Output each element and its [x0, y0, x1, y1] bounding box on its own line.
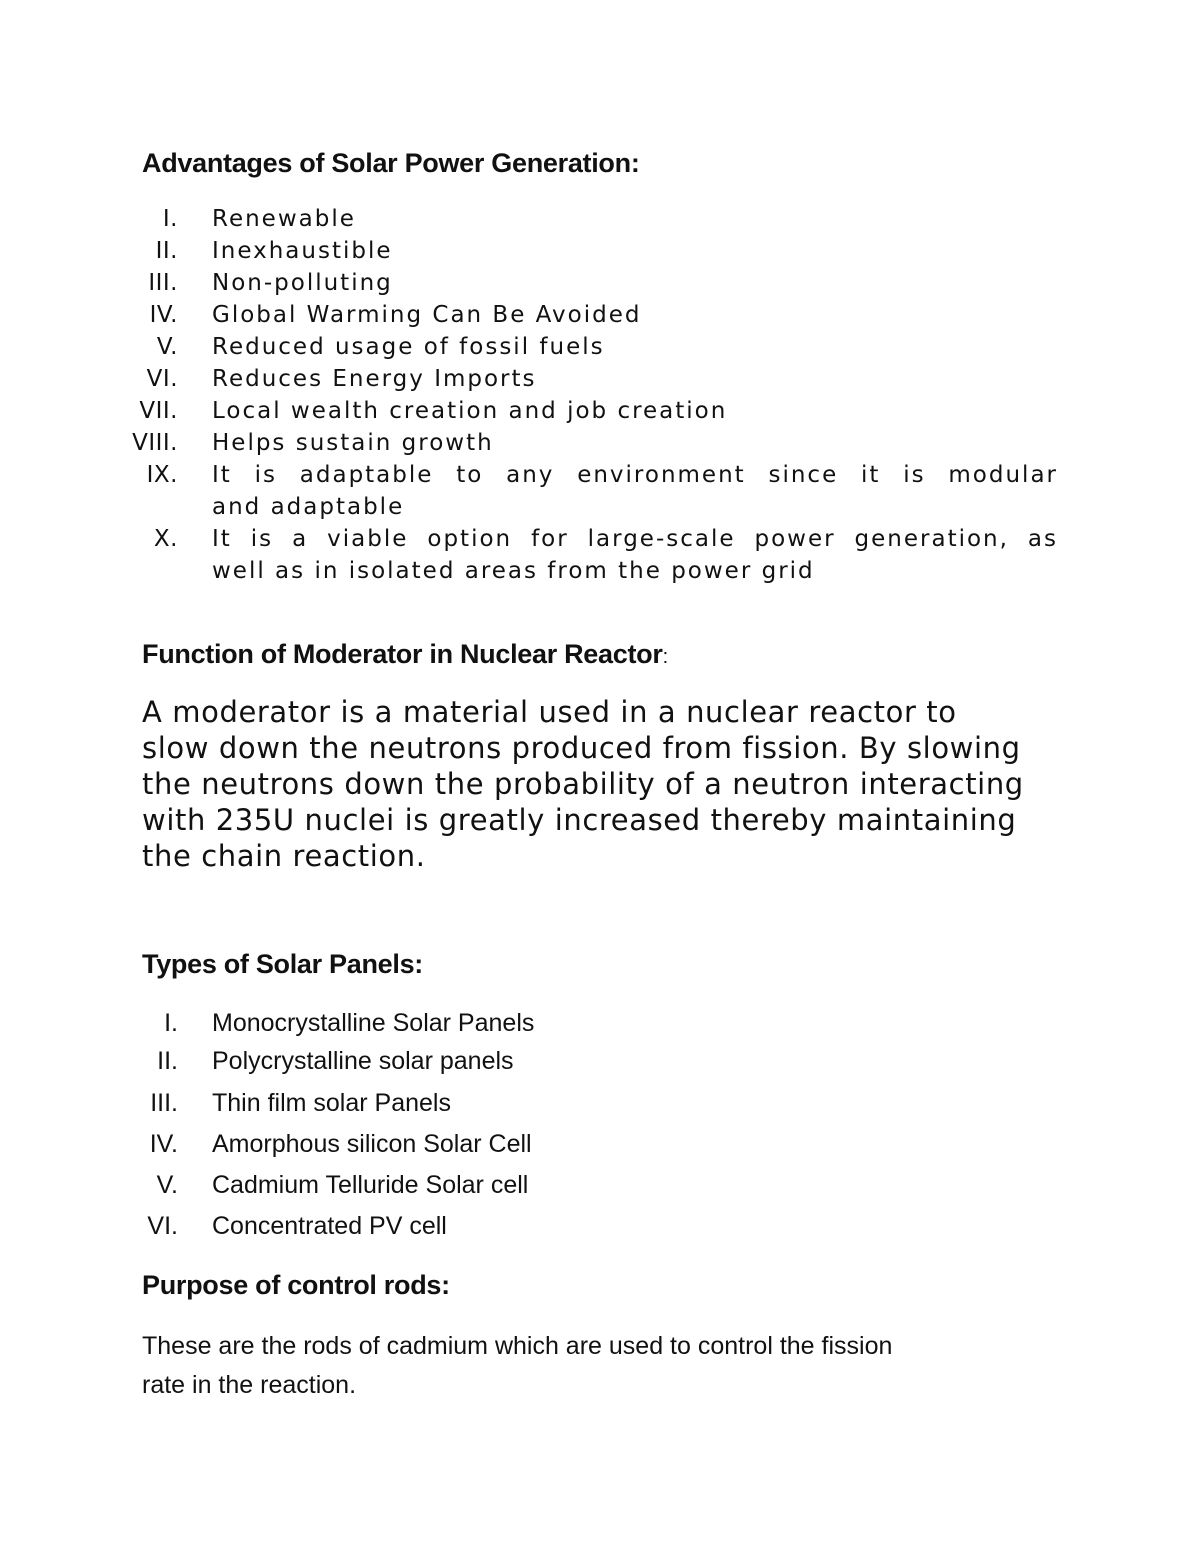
- list-item-line: It is a viable option for large-scale power generation, as: [212, 526, 1058, 552]
- paragraph-line: the neutrons down the probability of a neutron interacting: [142, 767, 1024, 801]
- list-number: IX.: [146, 462, 178, 488]
- list-number: II.: [155, 238, 178, 264]
- list-number: IV.: [149, 302, 178, 328]
- moderator-heading: [142, 641, 668, 668]
- list-item: Reduced usage of fossil fuels: [212, 334, 605, 360]
- list-number: IV.: [149, 1130, 178, 1158]
- moderator-paragraph: [142, 694, 1062, 874]
- paragraph-line: A moderator is a material used in a nuclear reactor to: [142, 695, 957, 729]
- list-item: Monocrystalline Solar Panels: [212, 1009, 535, 1037]
- list-item: Concentrated PV cell: [212, 1212, 447, 1240]
- list-number: III.: [150, 1089, 178, 1117]
- control-rods-paragraph: [142, 1327, 1042, 1405]
- list-number: VIII.: [132, 430, 178, 456]
- list-item: Cadmium Telluride Solar cell: [212, 1171, 529, 1199]
- control-rods-heading: Purpose of control rods:: [142, 1270, 450, 1300]
- list-number: VI.: [146, 366, 178, 392]
- list-item: Local wealth creation and job creation: [212, 398, 728, 424]
- paragraph-line: the chain reaction.: [142, 839, 426, 873]
- list-number: X.: [153, 526, 178, 552]
- paragraph-line: rate in the reaction.: [142, 1371, 357, 1399]
- list-item: Renewable: [212, 206, 356, 232]
- list-number: V.: [156, 1171, 178, 1199]
- paragraph-line: slow down the neutrons produced from fission. By slowing: [142, 731, 1021, 765]
- list-item: Amorphous silicon Solar Cell: [212, 1130, 532, 1158]
- list-item-line: well as in isolated areas from the power grid: [212, 558, 815, 584]
- paragraph-line: with 235U nuclei is greatly increased thereby maintaining: [142, 803, 1017, 837]
- panels-heading: Types of Solar Panels:: [142, 949, 423, 979]
- list-number: VI.: [147, 1212, 178, 1240]
- list-number: VII.: [139, 398, 178, 424]
- list-item: Reduces Energy Imports: [212, 366, 537, 392]
- list-item-line: and adaptable: [212, 494, 405, 520]
- list-number: II.: [157, 1047, 178, 1075]
- moderator-heading-colon: :: [662, 646, 668, 668]
- list-number: III.: [148, 270, 178, 296]
- list-item: Thin film solar Panels: [212, 1089, 451, 1117]
- list-item: Non-polluting: [212, 270, 393, 296]
- list-number: I.: [164, 1009, 178, 1037]
- list-item: Global Warming Can Be Avoided: [212, 302, 642, 328]
- moderator-heading-text: Function of Moderator in Nuclear Reactor: [142, 639, 663, 669]
- list-item: Inexhaustible: [212, 238, 393, 264]
- advantages-heading: Advantages of Solar Power Generation:: [142, 148, 640, 178]
- list-number: I.: [162, 206, 178, 232]
- paragraph-line: These are the rods of cadmium which are used to control the fission: [142, 1332, 893, 1360]
- list-number: V.: [156, 334, 178, 360]
- list-item-line: It is adaptable to any environment since it is modular: [212, 462, 1058, 488]
- list-item: Helps sustain growth: [212, 430, 494, 456]
- list-item: Polycrystalline solar panels: [212, 1047, 514, 1075]
